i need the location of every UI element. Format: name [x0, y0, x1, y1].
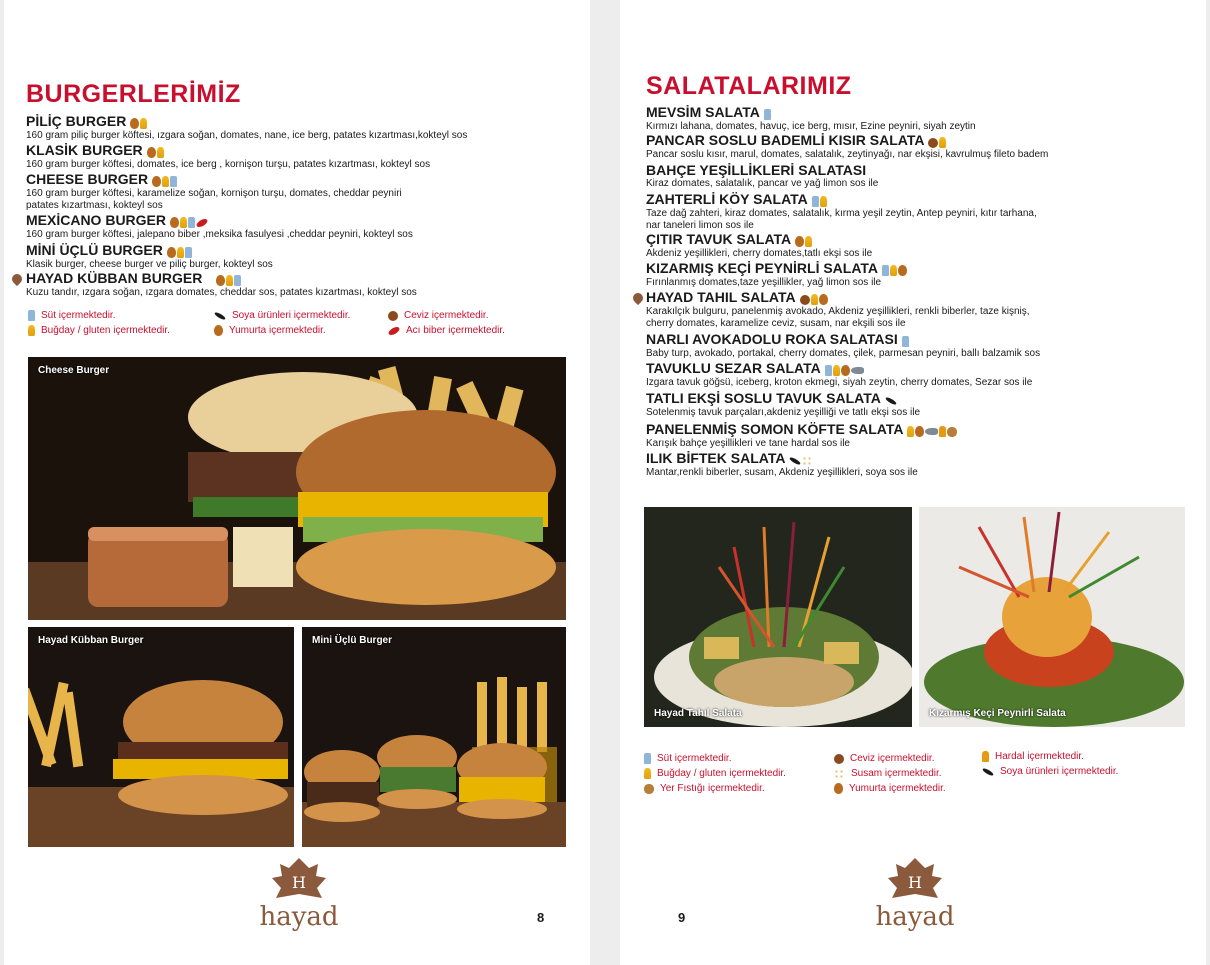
wheat-icon [907, 426, 914, 437]
cheese-burger-photo [28, 357, 566, 620]
wheat-icon [226, 275, 233, 286]
menu-page-salads [620, 0, 1206, 965]
legend-label: Susam içermektedir. [851, 768, 942, 779]
menu-item-name: PANCAR SOSLU BADEMLİ KISIR SALATA [646, 132, 925, 148]
allergen-icons [764, 105, 772, 121]
menu-item [26, 242, 586, 271]
menu-item-description: 160 gram burger köftesi, jalepano biber ,meksika fasulyesi ,cheddar peyniri, kokteyl sos [26, 229, 413, 241]
menu-item [646, 450, 1206, 479]
legend-label: Buğday / gluten içermektedir. [41, 325, 170, 336]
allergen-legend [214, 308, 350, 338]
leaf-logo-icon [254, 856, 344, 906]
allergen-icons [885, 391, 898, 407]
menu-item-name: ZAHTERLİ KÖY SALATA [646, 191, 808, 207]
wheat-icon [28, 325, 35, 336]
soy-icon [789, 456, 801, 465]
sesame-icon [802, 456, 813, 465]
chili-icon [195, 217, 208, 228]
menu-item-description: Fırınlanmış domates,taze yeşillikler, yağ limon sos ile [646, 277, 882, 289]
allergen-icons [825, 361, 865, 377]
svg-text:H: H [908, 873, 922, 892]
menu-item [646, 360, 1206, 389]
svg-text:H: H [292, 873, 306, 892]
allergen-icons [216, 271, 242, 287]
egg-icon [834, 783, 843, 794]
allergen-icons [800, 290, 829, 306]
menu-item-description: Mantar,renkli biberler, susam, Akdeniz yeşillikleri, soya sos ile [646, 467, 918, 479]
signature-leaf-icon [10, 272, 24, 286]
mini-burger-photo [302, 627, 566, 847]
menu-item-description: Izgara tavuk göğsü, iceberg, kroton ekmegi, siyah zeytin, cherry domates, Sezar sos ile [646, 377, 1033, 389]
sesame-icon [834, 769, 845, 778]
menu-item [646, 289, 1206, 330]
menu-item [26, 171, 586, 212]
allergen-icons [928, 133, 947, 149]
wheat-icon [820, 196, 827, 207]
allergen-icons [130, 114, 148, 130]
menu-item [646, 231, 1206, 260]
egg-icon [147, 147, 156, 158]
menu-item-description: Taze dağ zahteri, kiraz domates, salatalık, kırma yeşil zeytin, Antep peyniri, kıtır tarhana, [646, 208, 1037, 220]
menu-item-description-continued: cherry domates, karamelize ceviz, susam, nar ekşili sos ile [646, 318, 906, 330]
milk-icon [764, 109, 771, 120]
menu-item-name: ÇITIR TAVUK SALATA [646, 231, 792, 247]
menu-item-description-continued: nar taneleri limon sos ile [646, 220, 754, 232]
menu-item-name: NARLI AVOKADOLU ROKA SALATASI [646, 331, 898, 347]
menu-item-description-continued: patates kızartması, kokteyl sos [26, 200, 163, 212]
menu-item-description: 160 gram piliç burger köftesi, ızgara soğan, domates, nane, ice berg, patates kızartması,kokteyl sos [26, 130, 468, 142]
menu-item [646, 132, 1206, 161]
legend-label: Süt içermektedir. [657, 753, 732, 764]
section-title: SALATALARIMIZ [646, 72, 852, 100]
menu-item-name: KLASİK BURGER [26, 142, 143, 158]
menu-item [646, 390, 1206, 419]
egg-icon [216, 275, 225, 286]
legend-label: Ceviz içermektedir. [850, 753, 935, 764]
allergen-legend [644, 751, 786, 796]
allergen-icons [147, 143, 165, 159]
legend-label: Hardal içermektedir. [995, 751, 1084, 762]
menu-item-name: HAYAD TAHIL SALATA [646, 289, 796, 305]
egg-icon [170, 217, 179, 228]
menu-item [646, 104, 1206, 133]
milk-icon [825, 365, 832, 376]
egg-icon [898, 265, 907, 276]
wheat-icon [140, 118, 147, 129]
wheat-icon [157, 147, 164, 158]
legend-label: Ceviz içermektedir. [404, 310, 489, 321]
menu-item [26, 270, 586, 299]
page-number: 9 [678, 910, 686, 925]
soy-icon [214, 311, 226, 320]
photo-caption: Cheese Burger [38, 365, 110, 376]
allergen-icons [167, 243, 193, 259]
milk-icon [812, 196, 819, 207]
allergen-icons [882, 261, 908, 277]
photo-caption: Mini Üçlü Burger [312, 635, 393, 646]
fish-icon [851, 367, 864, 374]
wheat-icon [811, 294, 818, 305]
legend-label: Buğday / gluten içermektedir. [657, 768, 786, 779]
menu-item-name: TATLI EKŞİ SOSLU TAVUK SALATA [646, 390, 881, 406]
allergen-icons [170, 213, 209, 229]
legend-label: Yumurta içermektedir. [849, 783, 946, 794]
signature-leaf-icon [631, 291, 645, 305]
menu-item [646, 260, 1206, 289]
egg-icon [915, 426, 924, 437]
egg-icon [795, 236, 804, 247]
menu-item-name: MEXİCANO BURGER [26, 212, 167, 228]
milk-icon [28, 310, 35, 321]
menu-item-name: ILIK BİFTEK SALATA [646, 450, 786, 466]
menu-item [26, 212, 586, 241]
allergen-icons [789, 451, 814, 467]
egg-icon [167, 247, 176, 258]
legend-label: Soya ürünleri içermektedir. [232, 310, 351, 321]
menu-item-description: Karakılçık bulguru, panelenmiş avokado, Akdeniz yeşillikleri, renkli biberler, taze kişniş, [646, 306, 1030, 318]
menu-item [26, 142, 586, 171]
kubban-burger-photo [28, 627, 294, 847]
menu-item-description: Baby turp, avokado, portakal, cherry domates, çilek, parmesan peyniri, ballı balzamik sos [646, 348, 1041, 360]
logo-wordmark: hayad [875, 902, 955, 932]
allergen-icons [795, 232, 813, 248]
wheat-icon [180, 217, 187, 228]
menu-item-name: MİNİ ÜÇLÜ BURGER [26, 242, 163, 258]
menu-item-description: Kırmızı lahana, domates, havuç, ice berg, mısır, Ezine peyniri, siyah zeytin [646, 121, 976, 133]
wheat-icon [644, 768, 651, 779]
legend-label: Soya ürünleri içermektedir. [1000, 766, 1119, 777]
allergen-icons [812, 192, 828, 208]
menu-item-name: CHEESE BURGER [26, 171, 149, 187]
menu-item-name: MEVSİM SALATA [646, 104, 760, 120]
photo-caption: Hayad Kübban Burger [38, 635, 144, 646]
egg-icon [130, 118, 139, 129]
egg-icon [214, 325, 223, 336]
soy-icon [885, 396, 897, 405]
wheat-icon [177, 247, 184, 258]
menu-item-description: Akdeniz yeşillikleri, cherry domates,tatlı ekşi sos ile [646, 248, 873, 260]
menu-page-burgers [4, 0, 590, 965]
allergen-legend [388, 308, 505, 338]
section-title: BURGERLERİMİZ [26, 80, 241, 108]
egg-icon [819, 294, 828, 305]
wheat-icon [939, 137, 946, 148]
legend-label: Acı biber içermektedir. [406, 325, 505, 336]
peanut-icon [947, 427, 957, 437]
menu-item [26, 113, 586, 142]
wheat-icon [833, 365, 840, 376]
fish-icon [925, 428, 938, 435]
walnut-icon [388, 311, 398, 321]
page-number: 8 [537, 910, 545, 925]
allergen-legend [982, 749, 1118, 779]
allergen-icons [902, 332, 910, 348]
legend-label: Yer Fıstığı içermektedir. [660, 783, 765, 794]
menu-item [646, 421, 1206, 450]
wheat-icon [890, 265, 897, 276]
menu-item [646, 162, 1206, 190]
menu-item-description: Sotelenmiş tavuk parçaları,akdeniz yeşilliği ve tatlı ekşi sos ile [646, 407, 921, 419]
menu-item-name: HAYAD KÜBBAN BURGER [26, 270, 203, 286]
walnut-icon [800, 295, 810, 305]
menu-item-description: Klasik burger, cheese burger ve piliç burger, kokteyl sos [26, 259, 273, 271]
menu-item-description: Karışık bahçe yeşillikleri ve tane hardal sos ile [646, 438, 850, 450]
menu-item-name: KIZARMIŞ KEÇİ PEYNİRLİ SALATA [646, 260, 879, 276]
menu-item-name: BAHÇE YEŞİLLİKLERİ SALATASI [646, 162, 867, 178]
walnut-icon [834, 754, 844, 764]
hayad-logo [870, 856, 960, 936]
menu-item [646, 191, 1206, 232]
allergen-icons [907, 422, 958, 438]
milk-icon [188, 217, 195, 228]
allergen-legend [28, 308, 170, 338]
photo-caption: Kızarmış Keçi Peynirli Salata [929, 708, 1066, 719]
tahil-salad-photo [644, 507, 912, 727]
legend-label: Yumurta içermektedir. [229, 325, 326, 336]
allergen-icons [152, 172, 178, 188]
menu-item-name: PİLİÇ BURGER [26, 113, 127, 129]
leaf-logo-icon [870, 856, 960, 906]
wheat-icon [162, 176, 169, 187]
milk-icon [882, 265, 889, 276]
menu-item-description: 160 gram burger köftesi, karamelize soğan, kornişon turşu, domates, cheddar peyniri [26, 188, 402, 200]
milk-icon [644, 753, 651, 764]
mustard-icon [939, 426, 946, 437]
menu-item-name: PANELENMİŞ SOMON KÖFTE SALATA [646, 421, 904, 437]
walnut-icon [928, 138, 938, 148]
legend-label: Süt içermektedir. [41, 310, 116, 321]
menu-item-description: Kuzu tandır, ızgara soğan, ızgara domates, cheddar sos, patates kızartması, kokteyl sos [26, 287, 417, 299]
milk-icon [902, 336, 909, 347]
menu-item-description: Pancar soslu kısır, marul, domates, salatalık, zeytinyağı, nar ekşisi, kavrulmuş fileto badem [646, 149, 1049, 161]
milk-icon [234, 275, 241, 286]
menu-item-description: 160 gram burger köftesi, domates, ice berg , kornişon turşu, patates kızartması, kokteyl sos [26, 159, 431, 171]
soy-icon [982, 767, 994, 776]
hayad-logo [254, 856, 344, 936]
menu-item [646, 331, 1206, 360]
milk-icon [170, 176, 177, 187]
photo-caption: Hayad Tahıl Salata [654, 708, 742, 719]
wheat-icon [805, 236, 812, 247]
mustard-icon [982, 751, 989, 762]
allergen-legend [834, 751, 946, 796]
menu-item-description: Kiraz domates, salatalık, pancar ve yağ limon sos ile [646, 178, 879, 189]
logo-wordmark: hayad [259, 902, 339, 932]
egg-icon [152, 176, 161, 187]
peanut-icon [644, 784, 654, 794]
menu-item-name: TAVUKLU SEZAR SALATA [646, 360, 821, 376]
egg-icon [841, 365, 850, 376]
chili-icon [387, 325, 400, 336]
milk-icon [185, 247, 192, 258]
keci-peynirli-salad-photo [919, 507, 1185, 727]
